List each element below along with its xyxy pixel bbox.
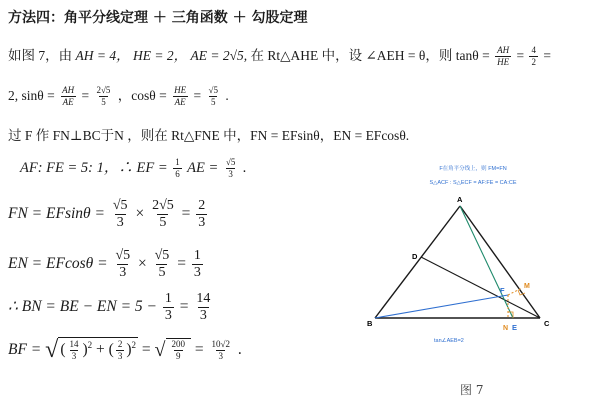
label-c: C xyxy=(544,319,550,328)
paragraph-given xyxy=(8,44,551,67)
line-en: EN = EFcosθ = $\frac{√5}{3}$ × $\frac{√5}{5}$ = $\frac{1}{3}$ xyxy=(8,248,201,280)
label-m: M xyxy=(524,283,530,290)
equals: = xyxy=(543,48,551,63)
sin-ratio: $\frac{AH}{AE}$ xyxy=(62,85,75,108)
ef-value: $\frac{√5}{3}$ xyxy=(225,157,236,180)
label-e: E xyxy=(512,323,518,332)
sqrt-sign-2: √ xyxy=(154,339,166,362)
figure-note-tan: tan∠AEB=2 xyxy=(434,338,464,344)
section-heading: 方法四：角平分线定理 ＋ 三角函数 ＋ 勾股定理 xyxy=(8,10,308,26)
paragraph-perpendicular: 过 F 作 FN⊥BC于N ，则在 Rt△FNE 中，FN = EFsinθ，EN = EFcosθ. xyxy=(8,128,410,143)
line-fn: FN = EFsinθ = $\frac{√5}{3}$ × $\frac{2√5}{5}$ = $\frac{2}{3}$ xyxy=(8,198,206,230)
line-bn: ∴ BN = BE − EN = 5 − $\frac{1}{3}$ = $\frac{14}{3}$ xyxy=(8,291,211,323)
para1-lead: 如图 7，由 xyxy=(8,48,73,63)
cos-value: $\frac{√5}{5}$ xyxy=(208,85,218,108)
en-result: $\frac{1}{3}$ xyxy=(193,248,201,280)
sin-value: $\frac{2√5}{5}$ xyxy=(96,85,111,108)
figure-note-area: S△ACF : S△ECF = AF:FE = CA:CE xyxy=(429,180,517,186)
sin-label: 2, sinθ = xyxy=(8,88,55,103)
bn-result: $\frac{14}{3}$ xyxy=(196,291,211,323)
triangle-statement: 在 Rt△AHE 中，设 ∠AEH = θ，则 tanθ = xyxy=(250,48,490,63)
sqrt-content: ( $\frac{14}{3}$ )$^2$ + ( $\frac{2}{3}$ )$^2$ xyxy=(58,337,138,361)
segment-bf xyxy=(375,295,508,318)
sqrt-sign: √ xyxy=(45,337,59,364)
figure-note-bisector: F在角平分线上，则 FM=FN xyxy=(439,166,507,172)
line-bf: BF = √( $\frac{14}{3}$ )$^2$ + ( $\frac{2}{3}$ )$^2$ = √ $\frac{200}{9}$ = $\frac{10√2}{3}$ . xyxy=(8,337,242,364)
en-factor-b: $\frac{√5}{5}$ xyxy=(154,248,170,280)
label-a: A xyxy=(457,195,463,204)
label-d: D xyxy=(412,252,418,261)
bf-result: $\frac{10√2}{3}$ xyxy=(211,339,230,362)
label-n: N xyxy=(503,325,509,332)
line-af-fe: AF: FE = 5: 1，∴ EF = $\frac{1}{6}$ AE = $\frac{√5}{3}$ . xyxy=(20,157,247,180)
ef-coefficient: $\frac{1}{6}$ xyxy=(175,157,180,180)
segment-ae xyxy=(460,206,513,318)
given-ae: AE = 2√5, xyxy=(190,48,248,63)
fn-result: $\frac{2}{3}$ xyxy=(198,198,206,230)
label-b: B xyxy=(367,319,373,328)
label-f: F xyxy=(500,286,505,295)
cos-ratio: $\frac{HE}{AE}$ xyxy=(174,85,187,108)
segment-dc xyxy=(421,257,540,318)
fn-factor-b: $\frac{2√5}{5}$ xyxy=(152,198,174,230)
bn-sub: $\frac{1}{3}$ xyxy=(164,291,172,323)
equals: = xyxy=(516,48,525,63)
given-ah: AH = 4， xyxy=(75,48,130,63)
geometry-figure xyxy=(360,160,590,350)
side-ab xyxy=(375,206,460,318)
tan-ratio: $\frac{AH}{HE}$ xyxy=(497,45,510,68)
cos-label: ，cosθ = xyxy=(117,88,167,103)
en-factor-a: $\frac{√5}{3}$ xyxy=(115,248,131,280)
tan-value: $\frac{4}{2}$ xyxy=(531,45,536,68)
paragraph-trig: 2, sinθ = $\frac{AH}{AE}$ = $\frac{2√5}{5}$ ，cosθ = $\frac{HE}{AE}$ = $\frac{√5}{5}$ . xyxy=(8,85,229,108)
fn-factor-a: $\frac{√5}{3}$ xyxy=(112,198,128,230)
figure-caption: 图 7 xyxy=(460,383,484,397)
given-he: HE = 2， xyxy=(132,48,188,63)
